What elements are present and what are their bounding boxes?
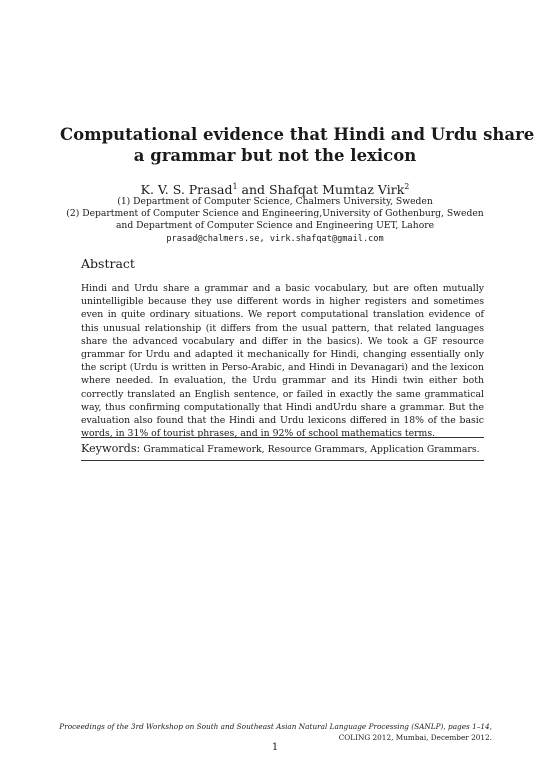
title-line-1: Computational evidence that Hindi and Urdu share — [60, 125, 535, 144]
affiliation-2: (2) Department of Computer Science and Engineering,University of Gothenburg, Sweden — [66, 208, 484, 220]
author-prasad-affil-mark: 1 — [232, 182, 238, 191]
affiliation-1: (1) Department of Computer Science, Chalmers University, Sweden — [117, 196, 433, 207]
paper-title — [60, 124, 535, 166]
author-virk-affil-mark: 2 — [404, 182, 410, 191]
affiliation-2-continued: and Department of Computer Science and Engineering UET, Lahore — [115, 220, 435, 232]
author-emails: prasad@chalmers.se, virk.shafqat@gmail.com — [166, 233, 384, 244]
keywords-bottom-rule — [81, 460, 484, 461]
footer-venue: COLING 2012, Mumbai, December 2012. — [338, 732, 492, 742]
author-virk: Shafqat Mumtaz Virk — [269, 182, 405, 198]
author-prasad: K. V. S. Prasad — [140, 182, 233, 198]
title-line-2: a grammar but not the lexicon — [133, 146, 417, 165]
keywords-text: Grammatical Framework, Resource Grammars, Application Grammars. — [143, 444, 480, 455]
proceedings-footer — [59, 722, 492, 743]
abstract-heading: Abstract — [81, 256, 135, 271]
keywords-label: Keywords: — [81, 442, 141, 455]
keywords-top-rule — [81, 437, 484, 438]
author-conjunction: and — [237, 182, 270, 198]
keywords-section — [81, 441, 484, 457]
page-number: 1 — [271, 742, 279, 753]
affiliations — [40, 196, 510, 245]
footer-proceedings: Proceedings of the 3rd Workshop on South and Southeast Asian Natural Language Processing (SANLP), pages 1–14, — [59, 722, 492, 731]
abstract-body: Hindi and Urdu share a grammar and a basic vocabulary, but are often mutually unintelligible because they use different words in higher registers and sometimes even in quite ordinary situations. We report computational translation evidence of this unusual relationship (it differs from the usual pattern, that related languages share the advanced vocabulary and differ in the basics). We took a GF resource grammar for Urdu and adapted it mechanically for Hindi, changing essentially only the script (Urdu is written in Perso-Arabic, and Hindi in Devanagari) and the lexicon where needed. In evaluation, the Urdu grammar and its Hindi twin either both correctly translated an English sentence, or failed in exactly the same grammatical way, thus confirming computationally that Hindi andUrdu share a grammar. But the evaluation also found that the Hindi and Urdu lexicons differed in 18% of the basic words, in 31% of tourist phrases, and in 92% of school mathematics terms. — [81, 283, 484, 440]
